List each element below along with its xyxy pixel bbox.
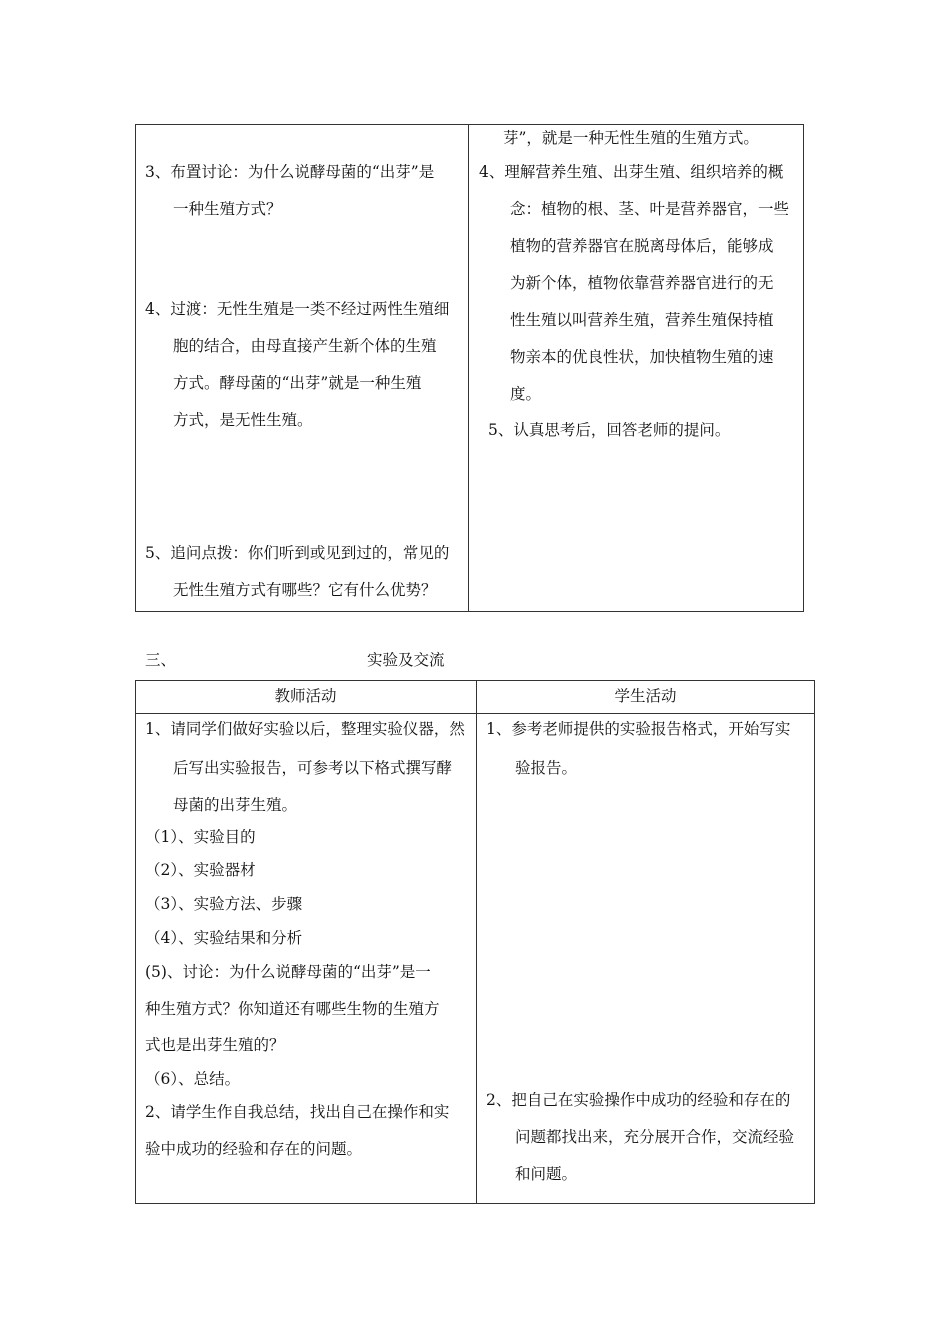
teacher-exp-item-2-line-1: 2、请学生作自我总结，找出自己在操作和实: [145, 1103, 450, 1121]
report-part-5-line-1: (5)、讨论：为什么说酵母菌的“出芽”是一: [145, 963, 431, 981]
teacher-item-3-line-1: 3、布置讨论：为什么说酵母菌的“出芽”是: [145, 163, 435, 181]
report-part-1: （1）、实验目的: [145, 828, 256, 846]
student-item-4-line-5: 性生殖以叫营养生殖，营养生殖保持植: [510, 311, 774, 329]
table1-column-divider: [468, 124, 469, 612]
section-number: 三、: [145, 651, 177, 669]
student-item-4-line-4: 为新个体，植物依靠营养器官进行的无: [510, 274, 774, 292]
section-title: 实验及交流: [367, 651, 445, 669]
header-teacher-activity: 教师活动: [274, 687, 337, 705]
teacher-item-4-line-3: 方式。酵母菌的“出芽”就是一种生殖: [173, 374, 422, 392]
teacher-exp-item-1-line-3: 母菌的出芽生殖。: [173, 796, 298, 814]
student-item-5: 5、认真思考后，回答老师的提问。: [488, 421, 731, 439]
teacher-exp-item-2-line-2: 验中成功的经验和存在的问题。: [145, 1140, 363, 1158]
report-part-2: （2）、实验器材: [145, 861, 256, 879]
teacher-item-5-line-2: 无性生殖方式有哪些？它有什么优势？: [173, 581, 437, 599]
report-part-6: （6）、总结。: [145, 1070, 241, 1088]
continuation-table: [135, 124, 804, 612]
teacher-item-4-line-2: 胞的结合，由母直接产生新个体的生殖: [173, 337, 437, 355]
student-item-4-line-6: 物亲本的优良性状，加快植物生殖的速: [510, 348, 774, 366]
table2-column-divider: [476, 680, 477, 1204]
student-exp-item-2-line-3: 和问题。: [515, 1165, 578, 1183]
header-student-activity: 学生活动: [614, 687, 677, 705]
student-exp-item-1-line-2: 验报告。: [515, 759, 578, 777]
student-continuation-line: 芽”，就是一种无性生殖的生殖方式。: [503, 129, 759, 147]
student-exp-item-2-line-1: 2、把自己在实验操作中成功的经验和存在的: [486, 1091, 791, 1109]
teacher-exp-item-1-line-1: 1、请同学们做好实验以后，整理实验仪器，然: [145, 720, 465, 738]
student-exp-item-1-line-1: 1、参考老师提供的实验报告格式，开始写实: [486, 720, 791, 738]
report-part-5-line-2: 种生殖方式？你知道还有哪些生物的生殖方: [145, 1000, 440, 1018]
table2-header-divider: [135, 713, 815, 714]
report-part-3: （3）、实验方法、步骤: [145, 895, 303, 913]
teacher-exp-item-1-line-2: 后写出实验报告，可参考以下格式撰写酵: [173, 759, 453, 777]
student-item-4-line-2: 念：植物的根、茎、叶是营养器官，一些: [510, 200, 790, 218]
teacher-item-4-line-4: 方式，是无性生殖。: [173, 411, 313, 429]
student-item-4-line-7: 度。: [510, 385, 542, 403]
student-item-4-line-1: 4、理解营养生殖、出芽生殖、组织培养的概: [479, 163, 784, 181]
student-exp-item-2-line-2: 问题都找出来，充分展开合作，交流经验: [515, 1128, 795, 1146]
report-part-5-line-3: 式也是出芽生殖的？: [145, 1036, 285, 1054]
teacher-item-5-line-1: 5、追问点拨：你们听到或见到过的，常见的: [145, 544, 450, 562]
student-item-4-line-3: 植物的营养器官在脱离母体后，能够成: [510, 237, 774, 255]
teacher-item-3-line-2: 一种生殖方式？: [173, 200, 282, 218]
report-part-4: （4）、实验结果和分析: [145, 929, 303, 947]
teacher-item-4-line-1: 4、过渡：无性生殖是一类不经过两性生殖细: [145, 300, 450, 318]
